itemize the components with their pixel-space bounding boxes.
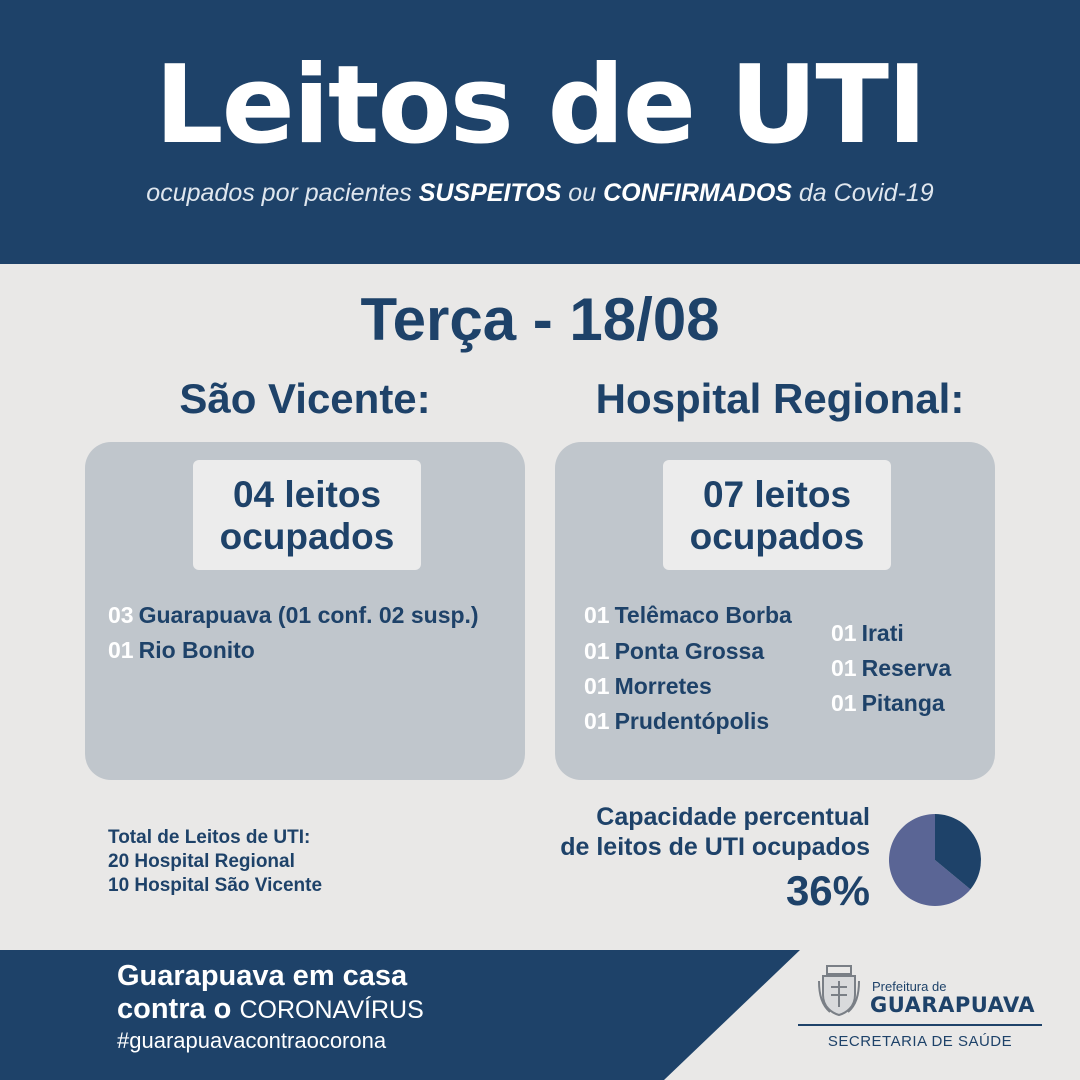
city-item (831, 692, 945, 715)
city-count: 03 (108, 602, 134, 628)
capacity-line: de leitos de UTI ocupados (560, 833, 870, 861)
city-count: 01 (584, 708, 610, 734)
city-item (108, 604, 479, 627)
logo-divider (798, 1024, 1042, 1026)
city-name: Telêmaco Borba (614, 602, 792, 628)
city-count: 01 (584, 673, 610, 699)
city-count: 01 (831, 690, 857, 716)
count-line: 04 leitos (232, 474, 382, 515)
city-count: 01 (108, 637, 134, 663)
secretaria-label: SECRETARIA DE SAÚDE (827, 1033, 1013, 1050)
city-crest-icon (818, 965, 860, 1017)
capacity-line: Capacidade percentual (596, 803, 870, 831)
header-banner (0, 0, 1080, 264)
city-name: Rio Bonito (138, 637, 255, 663)
subtitle-text: ou (561, 179, 604, 207)
uti-totals (108, 826, 322, 898)
campaign-text-light: CORONAVÍRUS (239, 996, 424, 1024)
city-name: Prudentópolis (614, 708, 770, 734)
city-item (831, 622, 904, 645)
subtitle-text: da Covid-19 (791, 179, 934, 207)
city-item (831, 657, 951, 680)
subtitle-confirmados: CONFIRMADOS (603, 179, 792, 207)
city-name: Reserva (861, 655, 952, 681)
totals-heading: Total de Leitos de UTI: (108, 827, 311, 848)
city-count: 01 (584, 638, 610, 664)
city-name: Morretes (614, 673, 712, 699)
subtitle-suspeitos: SUSPEITOS (418, 179, 562, 207)
count-line: ocupados (219, 516, 395, 557)
city-item (584, 675, 712, 698)
city-name: Ponta Grossa (614, 638, 765, 664)
city-count: 01 (584, 602, 610, 628)
capacity-pie-chart (880, 805, 990, 915)
guarapuava-logo-text: GUARAPUAVA (870, 993, 1036, 1017)
campaign-line-1: Guarapuava em casa (117, 960, 408, 992)
campaign-text-bold: contra o (117, 993, 240, 1025)
city-name: Guarapuava (01 conf. 02 susp.) (138, 602, 479, 628)
page-title: Leitos de UTI (154, 43, 926, 168)
city-name: Irati (861, 620, 904, 646)
page-subtitle (0, 178, 1080, 208)
city-count: 01 (831, 655, 857, 681)
city-item (584, 604, 792, 627)
totals-sao-vicente: 10 Hospital São Vicente (108, 875, 323, 896)
count-line: 07 leitos (702, 474, 852, 515)
subtitle-text: ocupados por pacientes (146, 179, 419, 207)
totals-regional: 20 Hospital Regional (108, 851, 295, 872)
hospital-title-regional: Hospital Regional: (595, 375, 965, 422)
occupied-count-box (663, 460, 891, 570)
capacity-percent: 36% (785, 867, 870, 914)
count-line: ocupados (689, 516, 865, 557)
occupied-count-box (193, 460, 421, 570)
city-item (108, 639, 255, 662)
campaign-hashtag: #guarapuavacontraocorona (117, 1028, 387, 1053)
city-count: 01 (831, 620, 857, 646)
city-name: Pitanga (861, 690, 945, 716)
capacity-label (520, 802, 870, 862)
city-item (584, 710, 769, 733)
day-heading: Terça - 18/08 (360, 286, 720, 353)
hospital-title-sao-vicente: São Vicente: (179, 375, 431, 422)
campaign-line-2 (117, 995, 424, 1024)
prefeitura-label: Prefeitura de (872, 979, 947, 994)
city-item (584, 640, 764, 663)
